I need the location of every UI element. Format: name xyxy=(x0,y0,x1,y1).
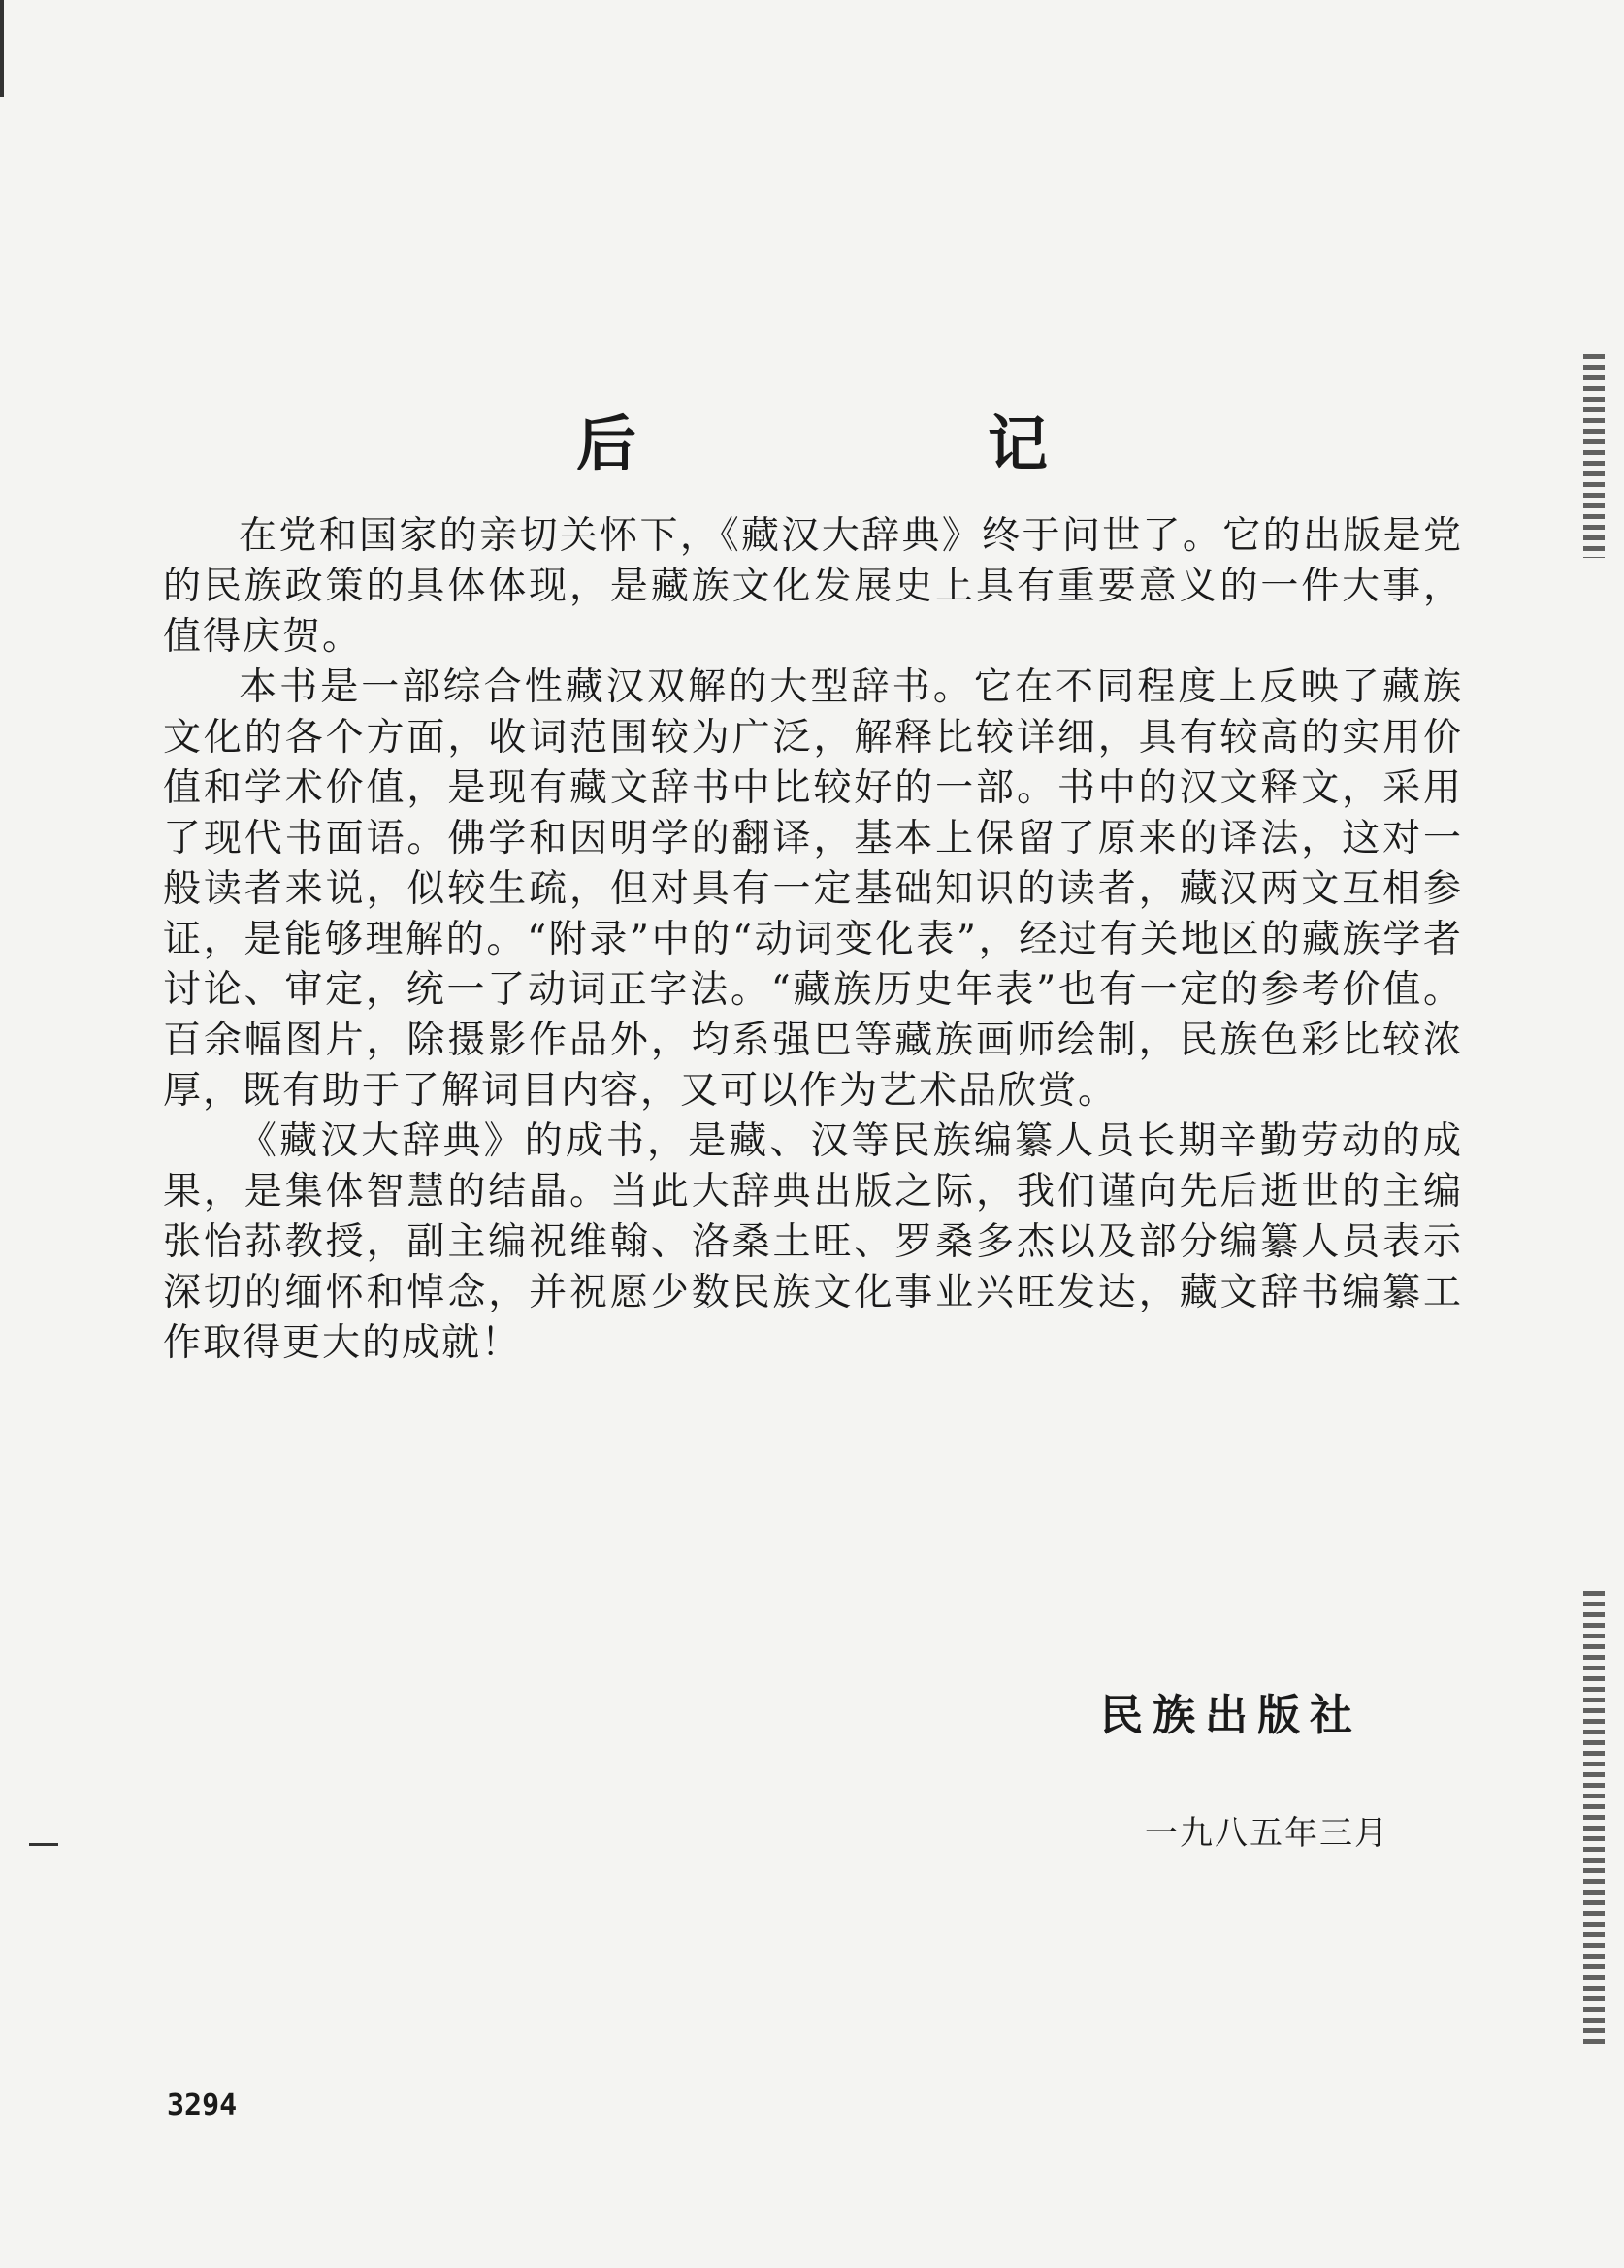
publisher-signoff: 民族出版社 xyxy=(1100,1691,1362,1740)
signoff-date: 一九八五年三月 xyxy=(1145,1814,1389,1853)
paragraph-2: 本书是一部综合性藏汉双解的大型辞书。它在不同程度上反映了藏族文化的各个方面，收词范围较为广泛，解释比较详细，具有较高的实用价值和学术价值，是现有藏文辞书中比较好的一部。书中的汉文释文，采用了现代书面语。佛学和因明学的翻译，基本上保留了原来的译法，这对一般读者来说，似较生疏，但对具有一定基础知识的读者，藏汉两文互相参证，是能够理解的。“附录”中的“动词变化表”，经过有关地区的藏族学者讨论、审定，统一了动词正字法。“藏族历史年表”也有一定的参考价值。百余幅图片，除摄影作品外，均系强巴等藏族画师绘制，民族色彩比较浓厚，既有助于了解词目内容，又可以作为艺术品欣赏。 xyxy=(163,665,1463,1113)
paragraph-3: 《藏汉大辞典》的成书，是藏、汉等民族编纂人员长期辛勤劳动的成果，是集体智慧的结晶。当此大辞典出版之际，我们谨向先后逝世的主编张怡荪教授，副主编祝维翰、洛桑土旺、罗桑多杰以及部分编纂人员表示深切的缅怀和悼念，并祝愿少数民族文化事业兴旺发达，藏文辞书编纂工作取得更大的成就！ xyxy=(163,1119,1463,1365)
scan-dash-mark xyxy=(29,1843,58,1846)
scan-edge-mark xyxy=(0,0,4,97)
body-text xyxy=(163,511,1463,1369)
page-number: 3294 xyxy=(167,2089,238,2122)
binding-marks-bottom xyxy=(1583,1591,1605,2047)
page-title: 后 记 xyxy=(575,407,1193,479)
paragraph-1: 在党和国家的亲切关怀下，《藏汉大辞典》终于问世了。它的出版是党的民族政策的具体体现，是藏族文化发展史上具有重要意义的一件大事，值得庆贺。 xyxy=(163,514,1463,659)
